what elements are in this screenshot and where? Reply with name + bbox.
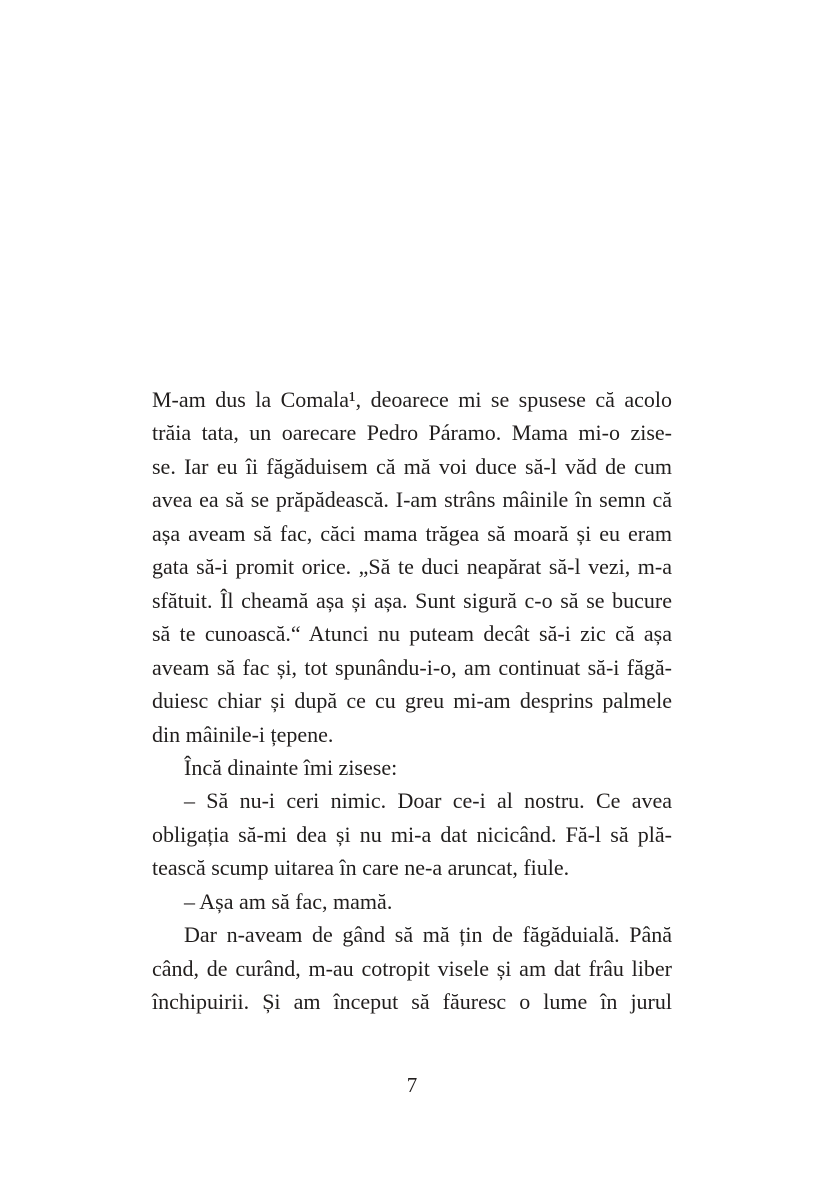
text-line: Încă dinainte îmi zisese: <box>184 754 398 780</box>
text-line: – Să nu-i ceri nimic. Doar ce-i al nostru. Ce avea <box>184 788 672 814</box>
text-line: tească scump uitarea în care ne-a aruncat, fiule. <box>152 855 570 881</box>
page-text-block <box>152 383 672 1019</box>
text-line: gata să-i promit orice. „Să te duci neapărat să-l vezi, m-a <box>152 554 672 580</box>
text-line: se. Iar eu îi făgăduisem că mă voi duce să-l văd de cum <box>152 453 672 479</box>
text-line: din mâinile-i țepene. <box>152 721 334 747</box>
paragraph <box>152 885 672 918</box>
paragraph <box>152 918 672 1018</box>
text-line: avea ea să se prăpădească. I-am strâns mâinile în semn că <box>152 487 672 513</box>
text-line: aveam să fac și, tot spunându-i-o, am continuat să-i făgă- <box>152 654 672 680</box>
text-line: duiesc chiar și după ce cu greu mi-am desprins palmele <box>152 688 672 714</box>
paragraph <box>152 784 672 884</box>
paragraph <box>152 383 672 751</box>
text-line: M-am dus la Comala¹, deoarece mi se spusese că acolo <box>152 387 672 412</box>
text-line: obligația să-mi dea și nu mi-a dat nicicând. Fă-l să plă- <box>152 821 672 847</box>
text-line: să te cunoască.“ Atunci nu puteam decât să-i zic că așa <box>152 621 672 647</box>
text-line: trăia tata, un oarecare Pedro Páramo. Mama mi-o zise- <box>152 420 672 446</box>
text-line: când, de curând, m-au cotropit visele și am dat frâu liber <box>152 955 672 981</box>
text-line: închipuirii. Și am început să făuresc o lume în jurul <box>152 989 672 1015</box>
text-line: sfătuit. Îl cheamă așa și așa. Sunt sigură c-o să se bucure <box>152 587 672 613</box>
paragraph <box>152 751 672 784</box>
text-line: – Așa am să fac, mamă. <box>184 888 393 914</box>
text-line: Dar n-aveam de gând să mă țin de făgăduială. Până <box>184 922 672 948</box>
page-number: 7 <box>406 1073 418 1097</box>
text-line: așa aveam să fac, căci mama trăgea să moară și eu eram <box>152 520 672 546</box>
